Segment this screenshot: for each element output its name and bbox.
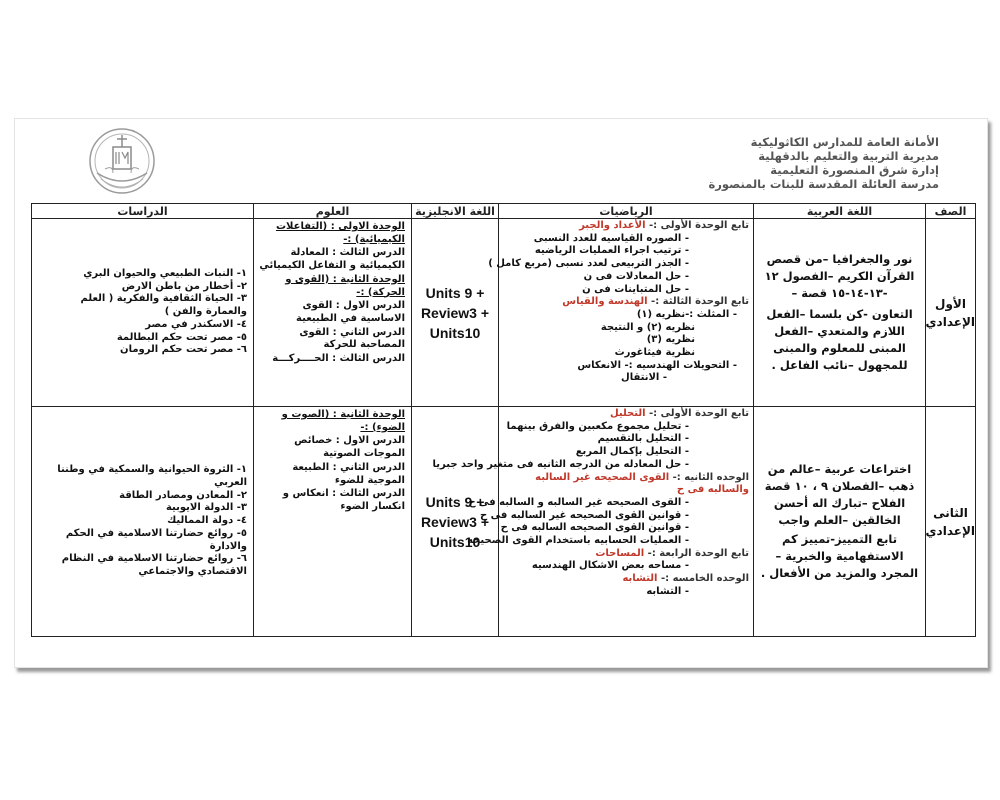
math-topic: - العمليات الحسابيه باستخدام القوى الصحيحه bbox=[467, 535, 689, 547]
math-unit-title: تابع الوحدة الأولى :- التحليل bbox=[609, 408, 749, 419]
header-line-3: إدارة شرق المنصورة التعليمية bbox=[770, 163, 939, 177]
arabic-cell bbox=[754, 407, 926, 637]
math-unit-title: الوحده الخامسه :- التشابه bbox=[622, 573, 749, 585]
header-math: الرياضيات bbox=[499, 204, 754, 219]
math-topic: - قوانين القوى الصحيحه غير السالبه فى ح bbox=[479, 509, 689, 521]
header-arabic: اللغة العربية bbox=[754, 204, 926, 219]
math-topic: - الصوره القياسيه للعدد النسبى bbox=[533, 232, 689, 244]
grade-cell bbox=[926, 407, 976, 637]
math-unit-name: الأعداد والجبر bbox=[579, 220, 646, 231]
science-cell bbox=[254, 219, 412, 407]
studies-topic: ٤- الاسكندر في مصر bbox=[145, 318, 247, 330]
math-topic: نظرية فيثاغورث bbox=[614, 347, 695, 359]
math-topic: - حل المتباينات فى ن bbox=[582, 283, 689, 295]
science-lesson: الدرس الثالث : الحــــركـــة bbox=[272, 353, 405, 365]
document-sheet bbox=[14, 118, 988, 668]
header-science: العلوم bbox=[254, 204, 412, 219]
science-unit-title: الوحدة الثانية : (القوى و الحركة) :- bbox=[285, 273, 405, 298]
header-line-4: مدرسة العائلة المقدسة للبنات بالمنصورة bbox=[708, 177, 939, 191]
studies-topic: ٢- المعادن ومصادر الطاقة bbox=[119, 489, 247, 501]
studies-topic: ٦- روائع حضارتنا الاسلامية في النظام الاقتصادي والاجتماعي bbox=[61, 553, 247, 577]
studies-topic: ١- النبات الطبيعي والحيوان البري bbox=[83, 268, 247, 280]
arabic-text: نور والجغرافيا –من قصص القرآن الكريم –الفصول ١٢ -١٣-١٤-١٥ قصة – bbox=[764, 252, 915, 300]
studies-topic: ٥- مصر تحت حكم البطالمة bbox=[116, 331, 247, 343]
math-topic: نظريه (٣) bbox=[646, 334, 695, 346]
table-row bbox=[32, 219, 976, 407]
studies-cell bbox=[32, 219, 254, 407]
science-lesson: الدرس الثالث : المعادلة الكيميائية و التفاعل الكيميائي bbox=[259, 247, 405, 272]
curriculum-table bbox=[31, 203, 976, 637]
math-topic: - قوانين القوى الصحيحه السالبه فى ح bbox=[500, 522, 689, 534]
studies-topic: ٢- أخطار من باطن الارض bbox=[121, 280, 247, 292]
grade-cell bbox=[926, 219, 976, 407]
studies-topic: ٣- الحياة الثقافية والفكرية ( العلم والعمارة والفن ) bbox=[80, 293, 247, 318]
table-row bbox=[32, 407, 976, 637]
english-text: Review3 + bbox=[420, 513, 490, 530]
english-text: Units 9 + bbox=[425, 284, 485, 301]
grade-label: الثانى bbox=[933, 505, 968, 520]
math-topic: - التحويلات الهندسيه :- الانعكاس bbox=[577, 359, 737, 371]
school-header bbox=[709, 135, 940, 191]
english-text: Units10 bbox=[429, 533, 481, 550]
math-topic: - التحليل بإكمال المربع bbox=[575, 446, 689, 458]
math-cell bbox=[488, 219, 754, 407]
science-lesson: الدرس الاول : خصائص الموجات الصوتية bbox=[294, 435, 405, 460]
math-topic: - التشابه bbox=[646, 585, 689, 597]
header-line-2: مديرية التربية والتعليم بالدقهلية bbox=[758, 149, 939, 163]
english-cell bbox=[412, 219, 499, 407]
math-unit-name: التشابه bbox=[622, 573, 658, 585]
math-topic: - ترتيب اجراء العمليات الرياضيه bbox=[534, 245, 689, 257]
header-line-1: الأمانة العامة للمدارس الكاثوليكية bbox=[750, 135, 939, 149]
math-unit-name: الهندسة والقياس bbox=[562, 296, 648, 308]
math-unit-name: التحليل bbox=[609, 408, 646, 419]
math-topic: - التحليل بالتقسيم bbox=[597, 433, 689, 445]
english-cell bbox=[412, 407, 499, 637]
table-header-row bbox=[32, 204, 976, 219]
math-topic: - الجذر التربيعى لعدد نسبى (مربع كامل ) bbox=[488, 258, 689, 270]
science-lesson: الدرس الثاني : القوى المصاحبة للحركة bbox=[299, 326, 405, 351]
arabic-text: اختراعات عربية –عالم من ذهب –الفصلان ٩ ، ١٠ قصة الفلاح –تبارك اله أحسن الخالقين –العلم واجب bbox=[764, 462, 915, 527]
science-lesson: الدرس الاول : القوى الاساسية في الطبيعية bbox=[296, 300, 405, 324]
math-topic: - الانتقال bbox=[621, 372, 667, 384]
arabic-cell bbox=[754, 219, 926, 407]
english-text: Review3 + bbox=[420, 304, 490, 321]
studies-cell bbox=[32, 407, 254, 637]
science-cell bbox=[254, 407, 412, 637]
science-lesson: الدرس الثالث : انعكاس و انكسار الضوء bbox=[282, 488, 405, 512]
math-topic: نظريه (٢) و النتيجة bbox=[600, 321, 695, 333]
studies-topic: ٥- روائع حضارتنا الاسلامية في الحكم والادارة bbox=[65, 527, 247, 552]
header-grade: الصف bbox=[926, 204, 976, 219]
english-text: Units 9 + bbox=[425, 493, 485, 510]
studies-topic: ٤- دولة المماليك bbox=[167, 515, 247, 527]
school-logo-icon bbox=[83, 125, 161, 201]
arabic-text: تابع التمييز-تمييز كم الاستفهامية والخبرية –المجرد والمزيد من الأفعال . bbox=[760, 532, 919, 580]
science-lesson: الدرس الثاني : الطبيعة الموجية للضوء bbox=[292, 461, 405, 486]
arabic-text: التعاون -كن بلسما –الفعل اللازم والمتعدي –الفعل المبنى للمعلوم والمبنى للمجهول –نائب الفاعل . bbox=[766, 307, 913, 372]
science-unit-title: الوحدة الاولى : (التفاعلات الكيميائية) :- bbox=[275, 221, 405, 245]
math-unit-name: المساحات bbox=[595, 547, 645, 559]
math-unit-title: تابع الوحدة الرابعة :- المساحات bbox=[595, 547, 749, 559]
grade-label: الإعدادي bbox=[925, 523, 975, 538]
studies-topic: ١- الثروة الحيوانية والسمكية في وطننا العربي bbox=[57, 464, 247, 489]
science-unit-title: الوحدة الثانية : (الصوت و الضوء) :- bbox=[281, 409, 405, 433]
studies-topic: ٣- الدولة الايوبية bbox=[165, 502, 247, 514]
studies-topic: ٦- مصر تحت حكم الرومان bbox=[120, 344, 247, 356]
math-topic: - حل المعادله من الدرجه الثانيه فى متغير واحد جبريا bbox=[432, 458, 689, 470]
math-topic: - مساحه بعض الاشكال الهندسيه bbox=[531, 560, 689, 572]
english-text: Units10 bbox=[429, 324, 481, 341]
math-topic: - القوى الصحيحه غير السالبه و السالبه فى ح bbox=[468, 496, 689, 508]
header-studies: الدراسات bbox=[32, 204, 254, 219]
math-topic: - المثلث :-نظريه (١) bbox=[636, 308, 737, 320]
grade-label: الإعدادي bbox=[925, 314, 975, 329]
math-unit-title: تابع الوحدة الأولى :- الأعداد والجبر bbox=[579, 220, 749, 231]
grade-label: الأول bbox=[935, 296, 966, 311]
math-topic: - تحليل مجموع مكعبين والفرق بينهما bbox=[506, 420, 689, 432]
math-unit-title: الوحده الثانيه :- القوى الصحيحه غير السالبه والسالبه فى ح bbox=[535, 471, 749, 496]
math-topic: - حل المعادلات فى ن bbox=[583, 270, 689, 282]
math-unit-name: القوى الصحيحه غير السالبه والسالبه فى ح bbox=[535, 471, 749, 496]
math-unit-title: تابع الوحدة الثالثة :- الهندسة والقياس bbox=[562, 296, 749, 308]
header-english: اللغة الانجليزية bbox=[412, 204, 499, 219]
